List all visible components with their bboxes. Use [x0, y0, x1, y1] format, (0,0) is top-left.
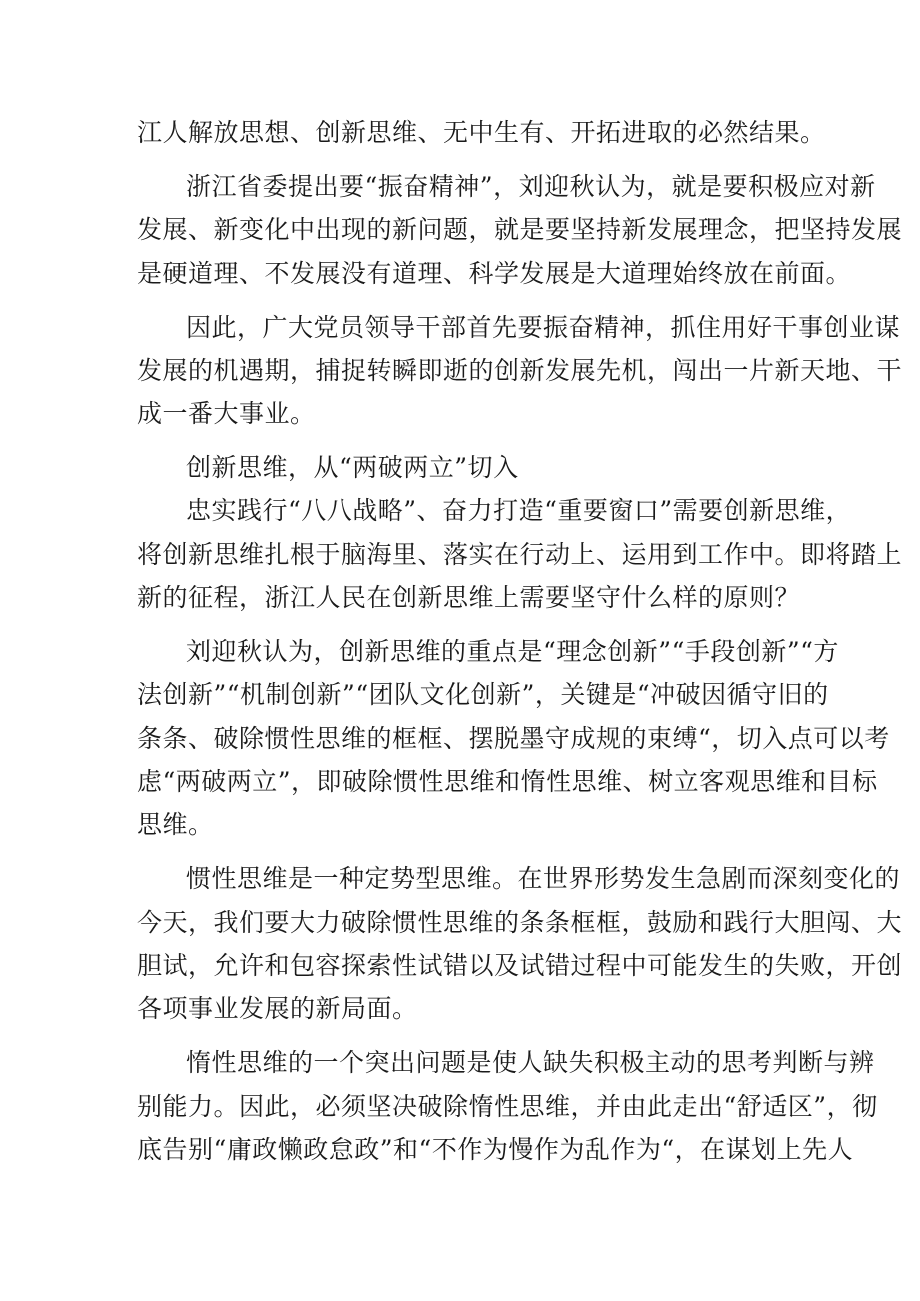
- paragraph-line: 惯性思维是一种定势型思维。在世界形势发生急剧而深刻变化的: [186, 864, 901, 893]
- paragraph-line: 忠实践行“八八战略”、奋力打造“重要窗口”需要创新思维，: [186, 496, 852, 525]
- paragraph-line: 惰性思维的一个突出问题是使人缺失积极主动的思考判断与辨: [186, 1048, 875, 1077]
- paragraph-line: 因此，广大党员领导干部首先要振奋精神，抓住用好干事创业谋: [186, 313, 901, 342]
- paragraph-line: 成一番大事业。: [137, 399, 316, 428]
- paragraph-line: 将创新思维扎根于脑海里、落实在行动上、运用到工作中。即将踏上: [137, 540, 903, 569]
- paragraph-line: 发展、新变化中出现的新问题，就是要坚持新发展理念，把坚持发展: [137, 215, 903, 244]
- section-heading: 创新思维，从“两破两立”切入: [186, 453, 519, 482]
- paragraph-line: 刘迎秋认为，创新思维的重点是“理念创新”“手段创新”“方: [186, 637, 839, 666]
- paragraph-line: 今天，我们要大力破除惯性思维的条条框框，鼓励和践行大胆闯、大: [137, 908, 903, 937]
- paragraph-line: 浙江省委提出要“振奋精神”，刘迎秋认为，就是要积极应对新: [186, 172, 876, 201]
- paragraph-line: 虑“两破两立”，即破除惯性思维和惰性思维、树立客观思维和目标: [137, 767, 878, 796]
- paragraph-line: 法创新”“机制创新”“团队文化创新”，关键是“冲破因循守旧的: [137, 680, 829, 709]
- paragraph-line: 发展的机遇期，捕捉转瞬即逝的创新发展先机，闯出一片新天地、干: [137, 356, 903, 385]
- paragraph-line: 思维。: [137, 810, 214, 839]
- paragraph-line: 江人解放思想、创新思维、无中生有、开拓进取的必然结果。: [137, 118, 826, 147]
- paragraph-line: 胆试，允许和包容探索性试错以及试错过程中可能发生的失败，开创: [137, 951, 903, 980]
- paragraph-line: 新的征程，浙江人民在创新思维上需要坚守什么样的原则？: [137, 583, 801, 612]
- paragraph-line: 条条、破除惯性思维的框框、摆脱墨守成规的束缚“，切入点可以考: [137, 724, 890, 753]
- paragraph-line: 各项事业发展的新局面。: [137, 994, 418, 1023]
- paragraph-line: 别能力。因此，必须坚决破除惰性思维，并由此走出“舒适区”，彻: [137, 1092, 878, 1121]
- paragraph-line: 底告别“庸政懒政怠政”和“不作为慢作为乱作为“，在谋划上先人: [137, 1135, 854, 1164]
- paragraph-line: 是硬道理、不发展没有道理、科学发展是大道理始终放在前面。: [137, 259, 852, 288]
